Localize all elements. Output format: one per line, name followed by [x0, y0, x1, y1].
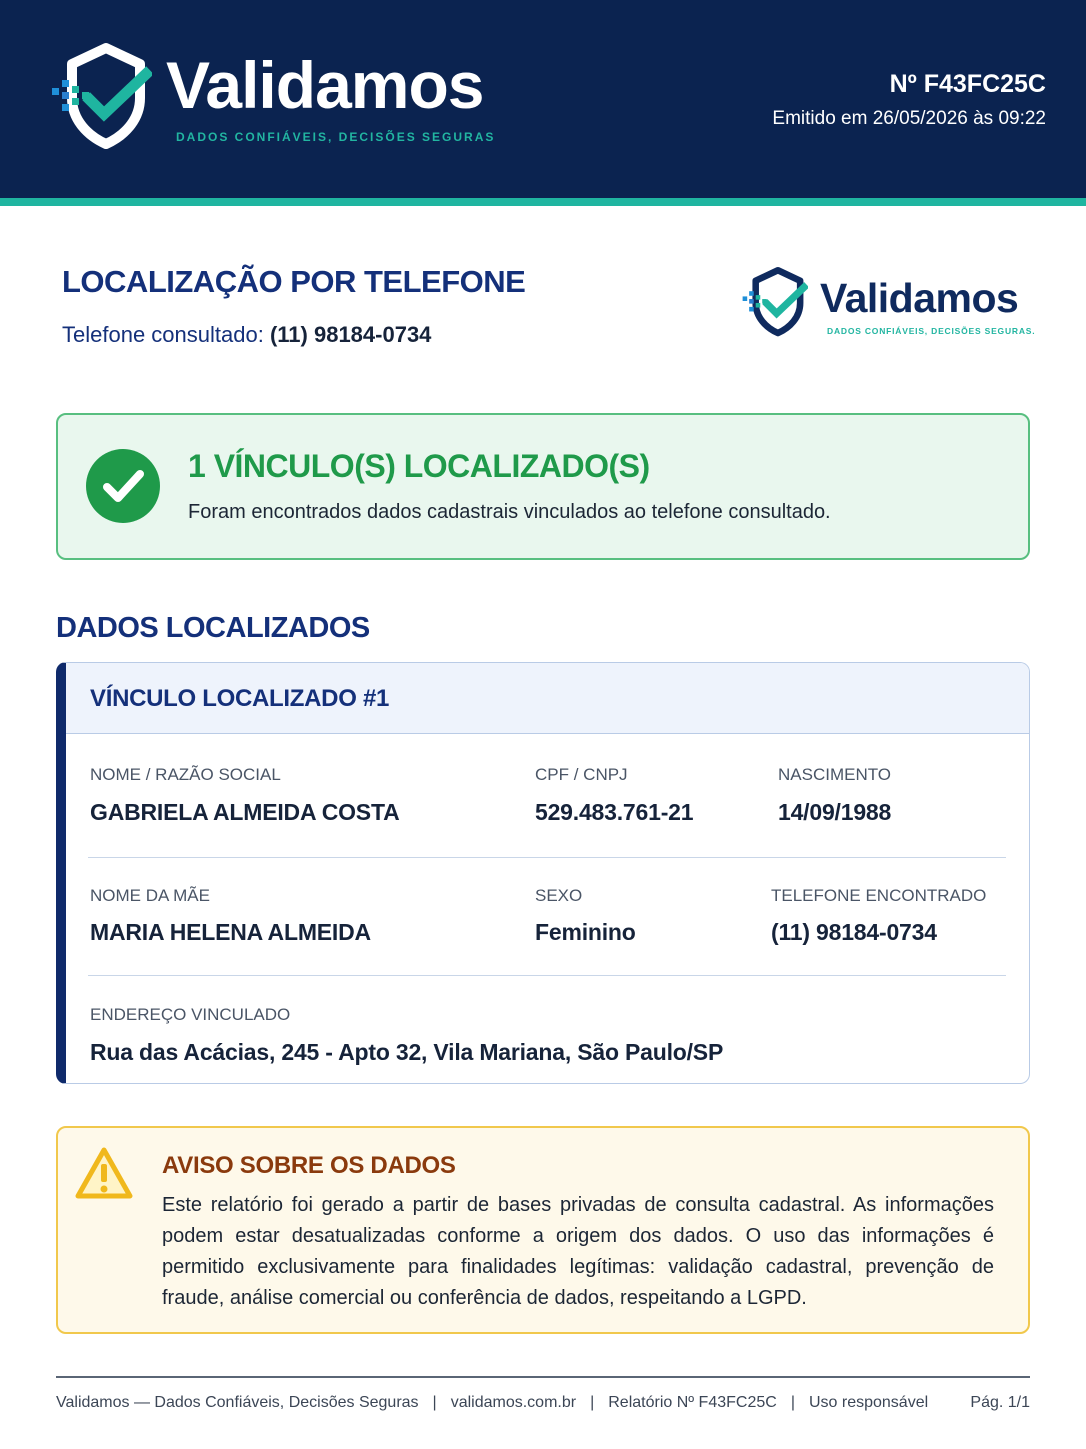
field-label-name: NOME / RAZÃO SOCIAL	[90, 765, 281, 784]
brand-tagline: DADOS CONFIÁVEIS, DECISÕES SEGURAS	[176, 130, 496, 144]
field-value-birth: 14/09/1988	[778, 799, 892, 825]
logo-brand: Validamos	[820, 275, 1019, 321]
field-label-sex: SEXO	[535, 886, 583, 905]
warning-triangle-icon	[74, 1144, 134, 1204]
section-title: DADOS LOCALIZADOS	[56, 612, 370, 644]
result-summary	[56, 413, 1030, 560]
footer-separator: |	[790, 1394, 795, 1411]
check-circle-icon	[85, 446, 161, 526]
footer-company: Validamos — Dados Confiáveis, Decisões Seguras	[56, 1394, 419, 1411]
field-value-cpf: 529.483.761-21	[535, 799, 694, 825]
report-number: Nº F43FC25C	[889, 70, 1046, 98]
result-title: 1 VÍNCULO(S) LOCALIZADO(S)	[188, 448, 650, 484]
header-stripe	[0, 198, 1086, 206]
footer-info	[56, 1394, 928, 1412]
logo-tagline: DADOS CONFIÁVEIS, DECISÕES SEGURAS.	[827, 326, 1036, 336]
footer-usage: Uso responsável	[808, 1394, 929, 1411]
shield-check-logo-icon	[740, 264, 808, 338]
field-label-phone: TELEFONE ENCONTRADO	[771, 886, 987, 905]
footer-separator: |	[432, 1394, 437, 1411]
field-label-mother: NOME DA MÃE	[90, 886, 210, 905]
footer-website[interactable]: validamos.com.br	[450, 1394, 577, 1411]
record-card	[56, 662, 1030, 1084]
row-divider	[88, 975, 1006, 976]
field-label-address: ENDEREÇO VINCULADO	[90, 1005, 291, 1024]
queried-phone	[62, 322, 431, 348]
queried-phone-label: Telefone consultado:	[62, 322, 264, 347]
row-divider	[88, 857, 1006, 858]
field-label-cpf: CPF / CNPJ	[535, 765, 628, 784]
notice-text: Este relatório foi gerado a partir de bases privadas de consulta cadastral. As informações podem estar desatualizadas conforme a origem dos dados. O uso das informações é permitido exclusivamente para finalidades legítimas: validação cadastral, prevenção de fraude, análise comercial ou conferência de dados, respeitando a LGPD.	[162, 1194, 994, 1309]
data-notice	[56, 1126, 1030, 1334]
field-value-sex: Feminino	[535, 919, 636, 945]
field-value-mother: MARIA HELENA ALMEIDA	[90, 919, 371, 945]
field-value-phone: (11) 98184-0734	[771, 919, 937, 945]
field-value-name: GABRIELA ALMEIDA COSTA	[90, 799, 400, 825]
footer-divider	[56, 1376, 1030, 1378]
notice-title: AVISO SOBRE OS DADOS	[162, 1152, 456, 1179]
queried-phone-value: (11) 98184-0734	[269, 322, 432, 347]
report-header	[0, 0, 1086, 198]
footer-separator: |	[590, 1394, 595, 1411]
field-label-birth: NASCIMENTO	[778, 765, 892, 784]
page-number: Pág. 1/1	[970, 1394, 1030, 1411]
brand-name: Validamos	[166, 48, 484, 122]
record-heading: VÍNCULO LOCALIZADO #1	[90, 685, 390, 712]
field-value-address: Rua das Acácias, 245 - Apto 32, Vila Mariana, São Paulo/SP	[90, 1039, 724, 1065]
report-title: LOCALIZAÇÃO POR TELEFONE	[62, 264, 526, 299]
footer-report-number: Relatório Nº F43FC25C	[608, 1394, 777, 1411]
record-card-header	[66, 663, 1029, 734]
shield-check-logo-icon	[48, 40, 152, 150]
result-description: Foram encontrados dados cadastrais vinculados ao telefone consultado.	[188, 501, 831, 523]
emitted-date: Emitido em 26/05/2026 às 09:22	[772, 108, 1046, 129]
